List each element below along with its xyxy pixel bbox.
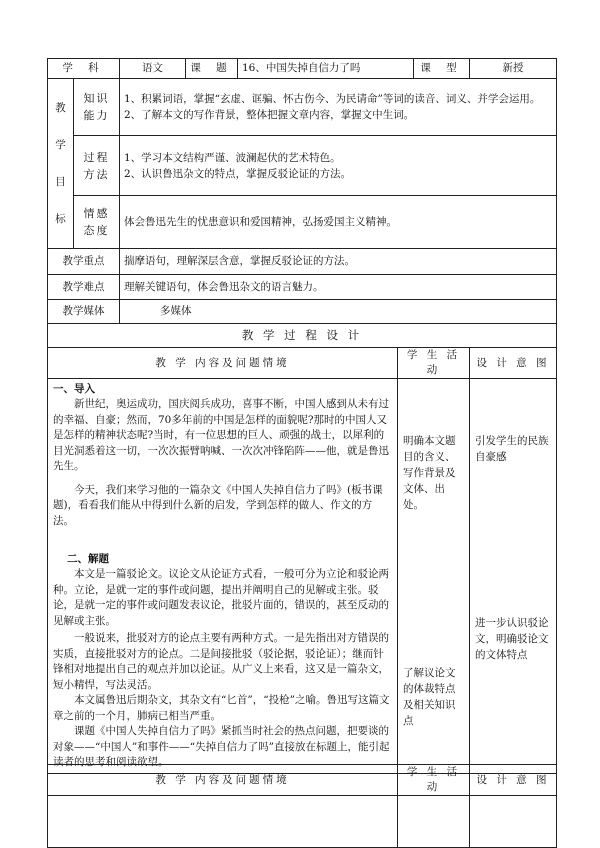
section-heading: 一、导入 [53, 383, 95, 395]
objective-content-knowledge [120, 79, 557, 136]
objectives-label-char: 学 [55, 138, 66, 151]
column-content: 教 学 内容及问题情境 [48, 765, 398, 796]
key-points-row [48, 249, 557, 275]
column-content: 教 学 内容及问题情境 [48, 348, 398, 379]
topic-label: 课 题 [186, 59, 238, 79]
continuation-intent-cell [470, 796, 557, 848]
media-row [48, 300, 557, 324]
column-intent: 设 计 意 图 [470, 765, 557, 796]
media-label: 教学媒体 [48, 300, 120, 324]
section-paragraph: 本文是一篇驳论文。议论文从论证方式看，一般可分为立论和驳论两种。立论，是就一定的事件或问题，提出并阐明自己的见解或主张。驳论，是就一定的事件或问题发表议论，批驳片面的，错误的，甚至反动的见解或主张。 [53, 568, 389, 627]
continuation-content-cell [48, 796, 398, 848]
design-intent-2: 进一步认识驳论文，明确驳论文的文体特点 [475, 617, 549, 661]
objective-content-process [120, 136, 557, 196]
objective-line: 1、学习本文结构严谨、波澜起伏的艺术特色。 [124, 151, 341, 164]
difficulties-label: 教学难点 [48, 275, 120, 300]
objective-content-emotion [120, 196, 557, 249]
section-paragraph: 新世纪，奥运成功，国庆阅兵成功，喜事不断，中国人感到从未有过的幸福、自豪；然而，70多年前的中国是怎样的面貌呢?那时的中国人又是怎样的精神状态呢?当时，有一位思想的巨人、顽强的战士，以犀利的目光洞悉着这一切，一次次振臂呐喊、一次次冲锋陷阵——他，就是鲁迅先生。 [53, 398, 389, 472]
media-text: 多媒体 [120, 300, 557, 324]
objective-row-knowledge [48, 79, 557, 136]
process-title: 教 学 过 程 设 计 [48, 324, 557, 348]
objective-line: 2、认识鲁迅杂文的特点，掌握反驳论证的方法。 [124, 167, 352, 180]
objective-line: 体会鲁迅先生的忧患意识和爱国精神，弘扬爱国主义精神。 [124, 216, 397, 228]
subject-label: 学 科 [48, 59, 120, 79]
objective-row-emotion [48, 196, 557, 249]
continuation-student-cell [398, 796, 470, 848]
section-paragraph: 本文属鲁迅后期杂文，其杂文有“匕首”，“投枪”之喻。鲁迅写这篇文章之前的一个月，肺病已相当严重。 [53, 694, 390, 722]
objectives-label-char: 目 [55, 175, 66, 188]
section-paragraph: 课题《中国人失掉自信力了吗》紧抓当时社会的热点问题，把要谈的对象——“中国人”和事件——“失掉自信力了吗”直接放在标题上，能引起读者的思考和阅读欲望。 [53, 725, 390, 768]
process-columns-row [48, 348, 557, 379]
process-body-row [48, 379, 557, 774]
column-student: 学 生 活 动 [398, 765, 470, 796]
design-intent-cell [470, 379, 557, 774]
column-student: 学 生 活 动 [398, 348, 470, 379]
design-intent-1: 引发学生的民族自豪感 [475, 435, 549, 463]
objectives-vertical-label [48, 79, 74, 249]
objective-line: 1、积累词语，掌握“玄虚、诓骗、怀古伤今、为民请命”等词的读音、词义、并学会运用。 [124, 93, 541, 105]
objectives-label-char: 教 [55, 101, 66, 114]
objective-label-process: 过程方法 [74, 136, 120, 196]
section-heading: 二、解题 [67, 553, 109, 565]
difficulties-row [48, 275, 557, 300]
subject-value: 语文 [120, 59, 186, 79]
objective-line: 2、了解本文的写作背景，整体把握文章内容，掌握文中生词。 [124, 109, 415, 121]
process-title-row [48, 324, 557, 348]
lesson-plan-table [47, 58, 557, 774]
student-activity-2: 了解议论文的体裁特点及相关知识点 [403, 667, 456, 727]
process-content-cell [48, 379, 398, 774]
objective-label-emotion: 情感态度 [74, 196, 120, 249]
objective-label-knowledge: 知识能力 [74, 79, 120, 136]
continuation-body-row [48, 796, 557, 848]
type-value: 新授 [470, 59, 557, 79]
section-paragraph: 今天，我们来学习他的一篇杂文《中国人失掉自信力了吗》(板书课题)，看看我们能从中得到什么新的启发，学到怎样的做人、作文的方法。 [53, 483, 383, 527]
continuation-table [47, 764, 557, 848]
topic-value: 16、中国失掉自信力了吗 [238, 59, 414, 79]
student-activity-1: 明确本文题目的含义、写作背景及文体、出处。 [403, 435, 456, 511]
section-paragraph: 一般说来，批驳对方的论点主要有两种方式。一是先指出对方错误的实质，直接批驳对方的论点。二是间接批驳（驳论据，驳论证）；继而针锋相对地提出自己的观点并加以论证。从广义上来看，这又是一篇杂文，短小精悍，写法灵活。 [53, 632, 389, 691]
student-activity-cell [398, 379, 470, 774]
difficulties-text: 理解关键语句，体会鲁迅杂文的语言魅力。 [120, 275, 557, 300]
objective-row-process [48, 136, 557, 196]
header-row [48, 59, 557, 79]
key-points-label: 教学重点 [48, 249, 120, 275]
continuation-header-row [48, 765, 557, 796]
objectives-label-char: 标 [55, 212, 66, 225]
column-intent: 设 计 意 图 [470, 348, 557, 379]
type-label: 课 型 [414, 59, 470, 79]
key-points-text: 揣摩语句，理解深层含意，掌握反驳论证的方法。 [120, 249, 557, 275]
